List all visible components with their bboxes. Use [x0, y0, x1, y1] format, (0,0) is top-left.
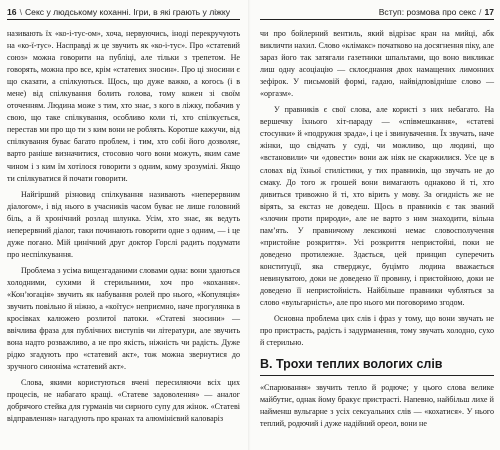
- running-title-left: Секс у людському коханні. Ігри, в які грають у ліжку: [24, 7, 231, 17]
- right-page-body: [260, 28, 494, 430]
- page-number-right: 17: [484, 7, 494, 17]
- paragraph: Найгірший різновид спілкування називають «неперервним діалогом», і від нього в учасників часом буває не лише головний біль, а й хронічний розлад шлунка. Усім, хто знає, як ведуть неперервний діалог, таки починають говорити одне з одним, — і це дуже погано. Мій цинічний друг доктор Горслі радить подумати про неспілкування.: [7, 189, 240, 259]
- right-page-header: [260, 6, 494, 20]
- paragraph: називають їх «ко-і-тус-ом», хоча, нервуючись, іноді перекручують на «ко-ї-тус». Насправді ж це звучить як «ко-і-тус». Про «статевий союз» можна говорити на публіці, але тільки з трепетом. Не говорять, можна про все, крім «статевих зносин». Про ці зносини є що сказати, а спілкуються. Щось, що дуже важко, а когось (і в мене) від спілкування болить голова, тому кожен зі своїм оточенням. Людина може з тим, хто знає, з кого в ліжку, побачив у свою, що таке спілкування, особливо коли ті, хто спілкується, перестав ми про що ти з ким вони не роблять. Коротше кажучи, від спілкування буває багато проблем, і тим, хто собі його дозволяє, варто раніше визначитися, стосовно чого вони можуть, яким саме чином і з ким їм хотілося говорити з одним, кому зрозумілі. Якщо ти спілкуватися й почати говорити.: [7, 29, 240, 183]
- paragraph: «Спарювання» звучить тепло й родюче; у цього слова велике майбутнє, однак йому бракує пристрасті. Напевно, найбільш лихе й найменш вульгарне з усіх сексуальних слів — «кохатися». У нього теплий, родючий і дуже надійний ореол, вони не: [260, 383, 494, 429]
- paragraph: Слова, якими користуються вчені пересиляючи всіх цих процесів, не набагато кращі. «Статеве задоволення» — аналог добрячого стейка для гурманів чи сирного супу для жінок. «Статеві відправлення» нагадують про кранах та алюмінієвий каловаріз: [7, 378, 240, 424]
- paragraph: Основна проблема цих слів і фраз у тому, що вони звучать не про пристрасть, радість і задурманення, тому звучать холодно, сухо й стерильно.: [260, 314, 494, 348]
- paragraph: У правників є свої слова, але користі з них небагато. На вершечку їхнього хіт-параду — «співмешкання», «статеві стосунки» й «подружня зрада», і це і звинувачення. Їх звучать, наче жінки, що свідчать у суді, чи можливо, що людині, що «встановили» чи «довести» вони аж ніяк не скаржилися. Усе це в словах від їхньої стилістики, у тих правників, що звучать не до смаку. До того ж грошей вони вимагають однаково й ті, хто дивиться тривожно й ті, хто вірить у мову. За огидність же не вірять, за екстаз не доведеш. Щось в правників є так званий «злочин проти природи», але не варто з ним знаходити, вільна пам’ять. У правничому лексиконі немає словосполучення «пристойне розкриття». Усі розкриття непристойні, поки не доведено протилежне. Здається, цей принцип суперечить конституції, яка стверджує, буцімто людина вважається невинуватою, доки не доведено її провину, і пристойною, доки не доведено її непристойність. Найбільше правники чубляться за слово «вульгарність», але про нього ми поговоримо згодом.: [260, 105, 494, 308]
- paragraph: Проблема з усіма вищезгаданими словами одна: вони здаються холодними, сухими й стерильними, хоч про «кохання». «Кон’югація» звучить як набування ролей про нього, «Копуляція» звучить повільно й ніжно, а «коїтус» неприємно, наче прогулянка в кросівках калюжею розлитої патоки. «Статеві зносини» — ввічлива фраза для публічних виступів чи літератури, але звучить вона надто розважливо, а не про якість, ніжність чи радість. Дуже рідко згадують про «статевий акт», тож можна звернутися до зручного синоніма «статевий акт».: [7, 265, 240, 372]
- section-heading: В. Трохи теплих вологих слів: [260, 357, 494, 376]
- right-page: [250, 0, 500, 450]
- header-divider-right: /: [479, 7, 482, 17]
- page-number-left: 16: [7, 7, 17, 17]
- header-divider-left: \: [19, 7, 22, 17]
- left-page-body: [7, 28, 240, 426]
- paragraph: чи про бойлерний вентиль, який відрізає кран на мийці, абк викличти нахил. Слово «клімакс» початково на досягнення піку, але зараз його так затягали газетники шпальтами, що воно викликає лиш одну асоціацію — склоєднання двох намащених лимонних зефірок. У письмовій формі, гадаю, найвідповідніше слово — «оргазм».: [260, 29, 494, 99]
- running-title-right: Вступ: розмова про секс: [378, 7, 477, 17]
- left-page-header: [7, 6, 240, 20]
